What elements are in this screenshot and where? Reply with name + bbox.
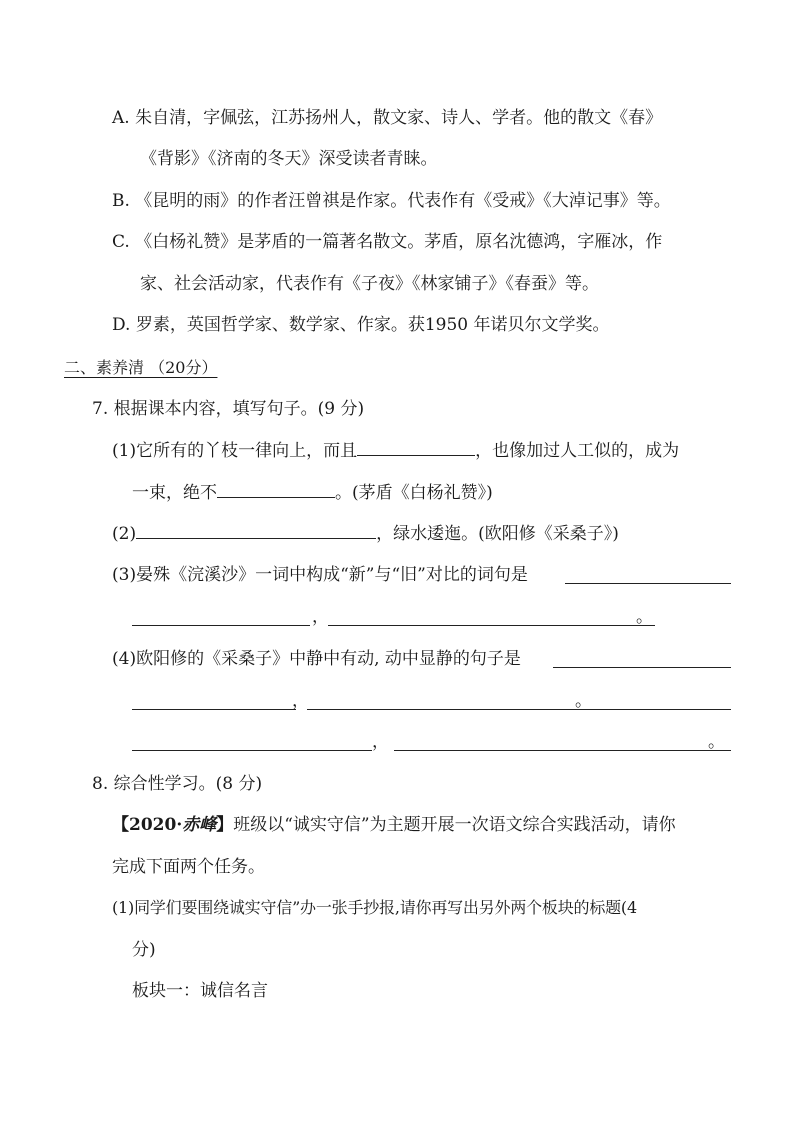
q7-part-3-text-a: (3)晏殊《浣溪沙》一词中构成“新”与“旧”对比的词句是 bbox=[112, 565, 528, 585]
q7-part-3-line-1 bbox=[112, 564, 528, 586]
answer-blank[interactable] bbox=[357, 439, 475, 456]
q7-part-1-text-c: 一束，绝不 bbox=[132, 483, 217, 503]
q7-part-2-text-a: (2) bbox=[112, 524, 137, 544]
q8-part-1-line-2: 分) bbox=[132, 940, 156, 960]
option-b-line-1: B. 《昆明的雨》的作者汪曾祺是作家。代表作有《受戒》《大淖记事》等。 bbox=[112, 191, 671, 211]
q7-part-1-text-a: (1)它所有的丫枝一律向上，而且 bbox=[112, 441, 358, 461]
comma-mark: ， bbox=[312, 607, 329, 627]
q7-part-1-text-b: ，也像加过人工似的，成为 bbox=[475, 441, 680, 461]
answer-blank[interactable] bbox=[328, 625, 655, 626]
answer-blank[interactable] bbox=[553, 667, 731, 668]
answer-blank[interactable] bbox=[132, 625, 310, 626]
q7-part-1-line-1 bbox=[112, 439, 679, 462]
q8-part-1-line-1: (1)同学们要围绕诚实守信”办一张手抄报,请你再写出另外两个板块的标题(4 bbox=[112, 898, 637, 917]
section-heading: 二、素养清 （20分） bbox=[64, 358, 218, 377]
answer-blank[interactable] bbox=[132, 750, 372, 751]
source-tag-open: 【2020· bbox=[112, 815, 183, 835]
answer-blank[interactable] bbox=[394, 750, 731, 751]
q7-part-2-text-b: ，绿水逶迤。(欧阳修《采桑子》) bbox=[376, 524, 619, 544]
period-mark: 。 bbox=[575, 691, 592, 711]
q7-part-4-line-1 bbox=[112, 648, 521, 670]
option-c-line-1: C. 《白杨礼赞》是茅盾的一篇著名散文。茅盾，原名沈德鸿，字雁冰，作 bbox=[112, 232, 663, 252]
comma-mark: ， bbox=[292, 691, 309, 711]
answer-blank[interactable] bbox=[136, 522, 376, 539]
q7-part-2-line-1 bbox=[112, 522, 619, 545]
q8-intro-text-1: 班级以“诚实守信”为主题开展一次语文综合实践活动，请你 bbox=[233, 815, 676, 835]
q8-intro-line-1 bbox=[112, 814, 676, 836]
board-1-label: 板块一：诚信名言 bbox=[132, 981, 268, 1001]
option-a-line-2: 《背影》《济南的冬天》深受读者青睐。 bbox=[140, 149, 438, 169]
comma-mark: ， bbox=[372, 732, 389, 752]
option-a-line-1: A. 朱自清，字佩弦，江苏扬州人，散文家、诗人、学者。他的散文《春》 bbox=[112, 108, 663, 128]
answer-blank[interactable] bbox=[565, 583, 731, 584]
period-mark: 。 bbox=[636, 607, 653, 627]
q7-part-1-line-2 bbox=[132, 481, 493, 504]
source-tag-close: 】 bbox=[216, 815, 234, 835]
question-7-title: 7. 根据课本内容，填写句子。(9 分) bbox=[92, 399, 365, 419]
source-tag-place: 赤峰 bbox=[182, 815, 217, 835]
q7-part-1-text-d: 。(茅盾《白杨礼赞》) bbox=[335, 483, 493, 503]
answer-blank[interactable] bbox=[217, 481, 335, 498]
answer-blank[interactable] bbox=[307, 709, 731, 710]
question-8-title: 8. 综合性学习。(8 分) bbox=[92, 774, 263, 794]
period-mark: 。 bbox=[708, 732, 725, 752]
option-d-line-1: D. 罗素，英国哲学家、数学家、作家。获1950 年诺贝尔文学奖。 bbox=[112, 315, 610, 335]
q7-part-4-text-a: (4)欧阳修的《采桑子》中静中有动, 动中显静的句子是 bbox=[112, 649, 521, 669]
option-c-line-2: 家、社会活动家，代表作有《子夜》《林家铺子》《春蚕》等。 bbox=[140, 274, 599, 294]
q8-intro-line-2: 完成下面两个任务。 bbox=[112, 857, 265, 877]
answer-blank[interactable] bbox=[132, 709, 296, 710]
